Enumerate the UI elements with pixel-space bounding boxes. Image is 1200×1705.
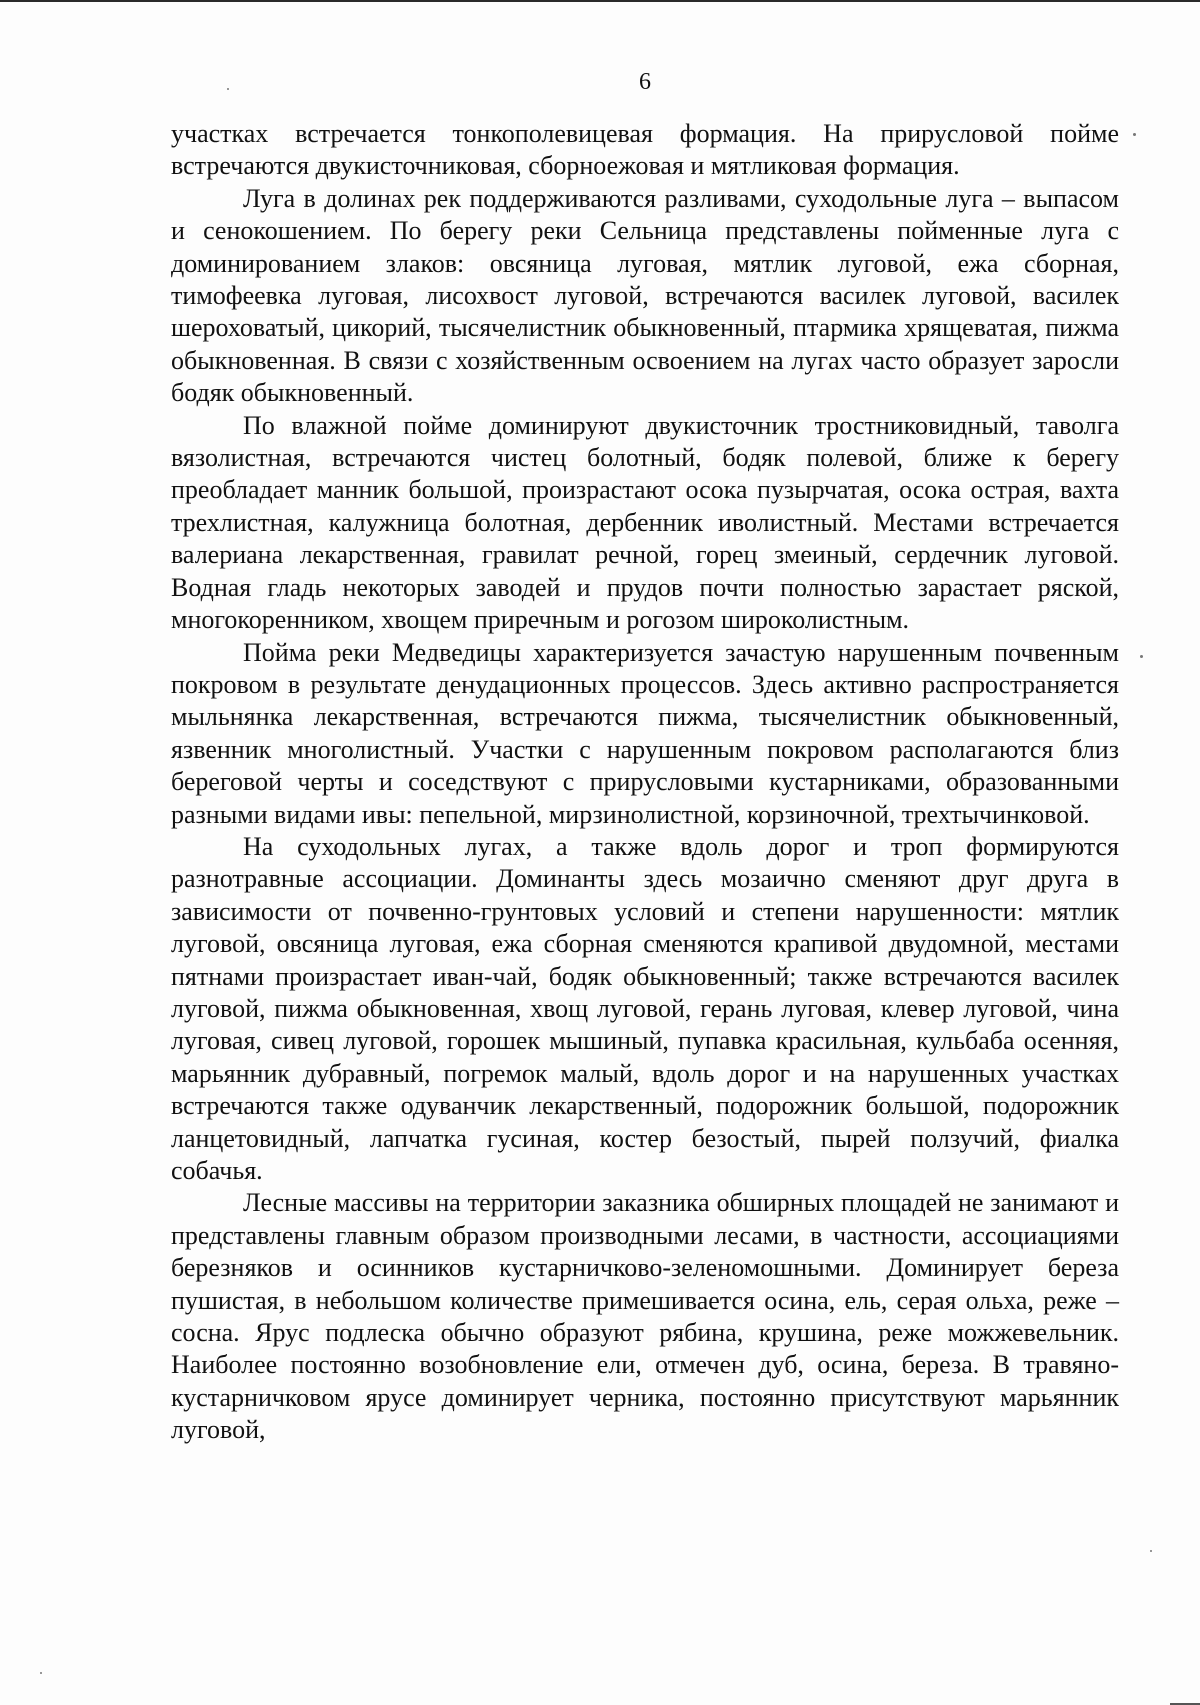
scan-speck bbox=[1140, 655, 1143, 658]
scan-speck bbox=[40, 1672, 42, 1674]
paragraph-dry-meadows: На суходольных лугах, а также вдоль дорог и троп формируются разнотравные ассоциации. Доминанты здесь мозаично сменяют друг друга в зависимости от почвенно-грунтовых условий и степени нарушенности: мятлик луговой, овсяница луговая, ежа сборная сменяются крапивой двудомной, местами пятнами произрастает иван-чай, бодяк обыкновенный; также встречаются василек луговой, пижма обыкновенная, хвощ луговой, герань луговая, клевер луговой, чина луговая, сивец луговой, горошек мышиный, пупавка красильная, кульбаба осенняя, марьянник дубравный, погремок малый, вдоль дорог и на нарушенных участках встречаются также одуванчик лекарственный, подорожник большой, подорожник ланцетовидный, лапчатка гусиная, костер безостый, пырей ползучий, фиалка собачья. bbox=[171, 831, 1119, 1185]
paragraph-continuation: участках встречается тонкополевицевая формация. На прирусловой пойме встречаются двукисточниковая, сборноежовая и мятликовая формация. bbox=[171, 119, 1119, 181]
paragraph-meadows: Луга в долинах рек поддерживаются разливами, суходольные луга – выпасом и сенокошением. По берегу реки Сельница представлены пойменные луга с доминированием злаков: овсяница луговая, мятлик луговой, ежа сборная, тимофеевка луговая, лисохвост луговой, встречаются василек луговой, василек шероховатый, цикорий, тысячелистник обыкновенный, птармика хрящеватая, пижма обыкновенная. В связи с хозяйственным освоением на лугах часто образует заросли бодяк обыкновенный. bbox=[171, 183, 1119, 408]
scan-speck bbox=[227, 88, 229, 90]
paragraph-medveditsa-floodplain: Пойма реки Медведицы характеризуется зачастую нарушенным почвенным покровом в результате денудационных процессов. Здесь активно распространяется мыльнянка лекарственная, встречаются пижма, тысячелистник обыкновенный, язвенник многолистный. Участки с нарушенным покровом располагаются близ береговой черты и соседствуют с прирусловыми кустарниками, образованными разными видами ивы: пепельной, мирзинолистной, корзиночной, трехтычинковой. bbox=[171, 637, 1119, 829]
scan-top-edge bbox=[0, 0, 1200, 2]
page-number: 6 bbox=[639, 69, 651, 95]
scan-speck bbox=[1133, 133, 1136, 136]
paragraph-forests: Лесные массивы на территории заказника обширных площадей не занимают и представлены главным образом производными лесами, в частности, ассоциациями березняков и осинников кустарничково-зеленомошными. Доминирует береза пушистая, в небольшом количестве примешивается осина, ель, серая ольха, реже – сосна. Ярус подлеска обычно образуют рябина, крушина, реже можжевельник. Наиболее постоянно возобновление ели, отмечен дуб, осина, береза. В травяно-кустарничковом ярусе доминирует черника, постоянно присутствуют марьянник луговой, bbox=[171, 1188, 1119, 1445]
scan-speck bbox=[1150, 1550, 1152, 1552]
document-body bbox=[171, 118, 1119, 1447]
paragraph-wet-floodplain: По влажной пойме доминируют двукисточник тростниковидный, таволга вязолистная, встречаются чистец болотный, бодяк полевой, ближе к берегу преобладает манник большой, произрастают осока пузырчатая, осока острая, вахта трехлистная, калужница болотная, дербенник иволистный. Местами встречается валериана лекарственная, гравилат речной, горец змеиный, сердечник луговой. Водная гладь некоторых заводей и прудов почти полностью зарастает ряской, многокоренником, хвощем приречным и рогозом широколистным. bbox=[171, 410, 1119, 635]
